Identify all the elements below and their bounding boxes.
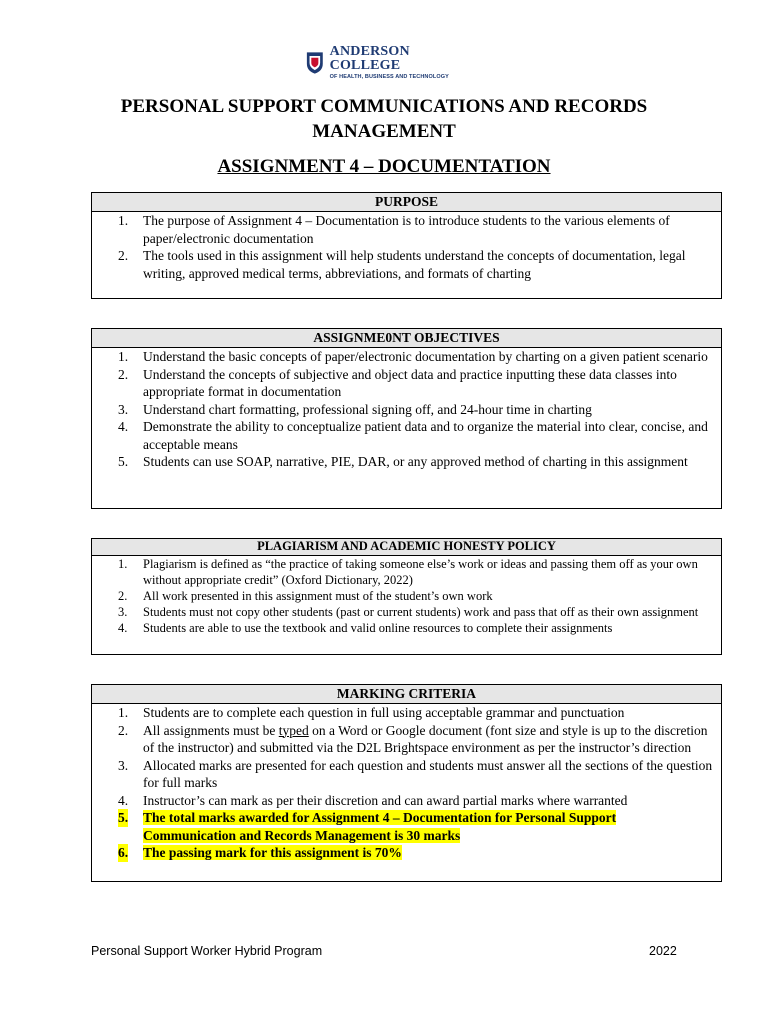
list-item: 3. Allocated marks are presented for each question and students must answer all the sections of the question for full marks [118, 757, 713, 790]
typed-emphasis: typed [278, 722, 309, 738]
total-marks-line-2: Communication and Records Management is 30 marks [143, 827, 461, 843]
list-item: 5. Students can use SOAP, narrative, PIE, DAR, or any approved method of charting in this assignment [118, 454, 688, 469]
purpose-section [91, 192, 722, 299]
marking-list [92, 704, 721, 862]
title-line-1: PERSONAL SUPPORT COMMUNICATIONS AND RECORDS [120, 96, 648, 117]
list-item: 1. The purpose of Assignment 4 – Documentation is to introduce students to the various elements of paper/electronic documentation [118, 213, 670, 246]
logo-name: ANDERSON COLLEGE [329, 44, 410, 74]
total-marks-line-1: The total marks awarded for Assignment 4 – Documentation for Personal Support [143, 810, 617, 825]
objectives-list [92, 348, 721, 471]
purpose-header: PURPOSE [92, 193, 721, 212]
list-item: 4. Demonstrate the ability to conceptualize patient data and to organize the material into clear, concise, and acceptable means [118, 419, 708, 452]
list-item: 2. All work presented in this assignment must of the student’s own work [118, 589, 493, 603]
shield-icon [306, 50, 324, 76]
assignment-title-text: ASSIGNMENT 4 – DOCUMENTATION [217, 156, 551, 177]
title-line-2: MANAGEMENT [312, 121, 456, 142]
list-item: 1. Students are to complete each question in full using acceptable grammar and punctuation [118, 705, 625, 720]
plagiarism-list [92, 556, 721, 636]
list-item: 2. Understand the concepts of subjective and object data and practice inputting these data classes into appropriate format in documentation [118, 366, 677, 399]
plagiarism-header: PLAGIARISM AND ACADEMIC HONESTY POLICY [92, 539, 721, 556]
list-item: 2. All assignments must be typed on a Word or Google document (font size and style is up to the discretion of the instructor) and submitted via the D2L Brightspace environment as per the instructor’s direction [118, 722, 708, 755]
objectives-section [91, 328, 722, 509]
list-item: 5. The total marks awarded for Assignment 4 – Documentation for Personal Support Communication and Records Management is 30 marks [118, 810, 617, 843]
marking-section [91, 684, 722, 882]
list-item: 1. Plagiarism is defined as “the practice of taking someone else’s work or ideas and passing them off as your own without appropriate credit” (Oxford Dictionary, 2022) [118, 557, 698, 587]
passing-mark: The passing mark for this assignment is 70% [143, 845, 402, 860]
assignment-title [0, 156, 768, 178]
list-item: 4. Students are able to use the textbook and valid online resources to complete their assignments [118, 621, 613, 635]
list-item: 3. Understand chart formatting, professional signing off, and 24-hour time in charting [118, 401, 592, 417]
purpose-list [92, 212, 721, 282]
document-title [0, 94, 768, 144]
college-logo [306, 44, 466, 81]
list-item: 1. Understand the basic concepts of paper/electronic documentation by charting on a given patient scenario [118, 349, 708, 364]
marking-header: MARKING CRITERIA [92, 685, 721, 704]
footer-year: 2022 [649, 944, 677, 958]
list-item: 4. Instructor’s can mark as per their discretion and can award partial marks where warranted [118, 792, 628, 808]
logo-tagline: OF HEALTH, BUSINESS AND TECHNOLOGY [329, 74, 449, 81]
objectives-header: ASSIGNME0NT OBJECTIVES [92, 329, 721, 348]
list-item: 3. Students must not copy other students (past or current students) work and pass that off as their own assignment [118, 605, 699, 619]
list-item: 2. The tools used in this assignment will help students understand the concepts of documentation, legal writing, approved medical terms, abbreviations, and formats of charting [118, 248, 686, 281]
plagiarism-section [91, 538, 722, 655]
footer-program: Personal Support Worker Hybrid Program [91, 944, 323, 958]
list-item: 6. The passing mark for this assignment is 70% [118, 845, 402, 860]
